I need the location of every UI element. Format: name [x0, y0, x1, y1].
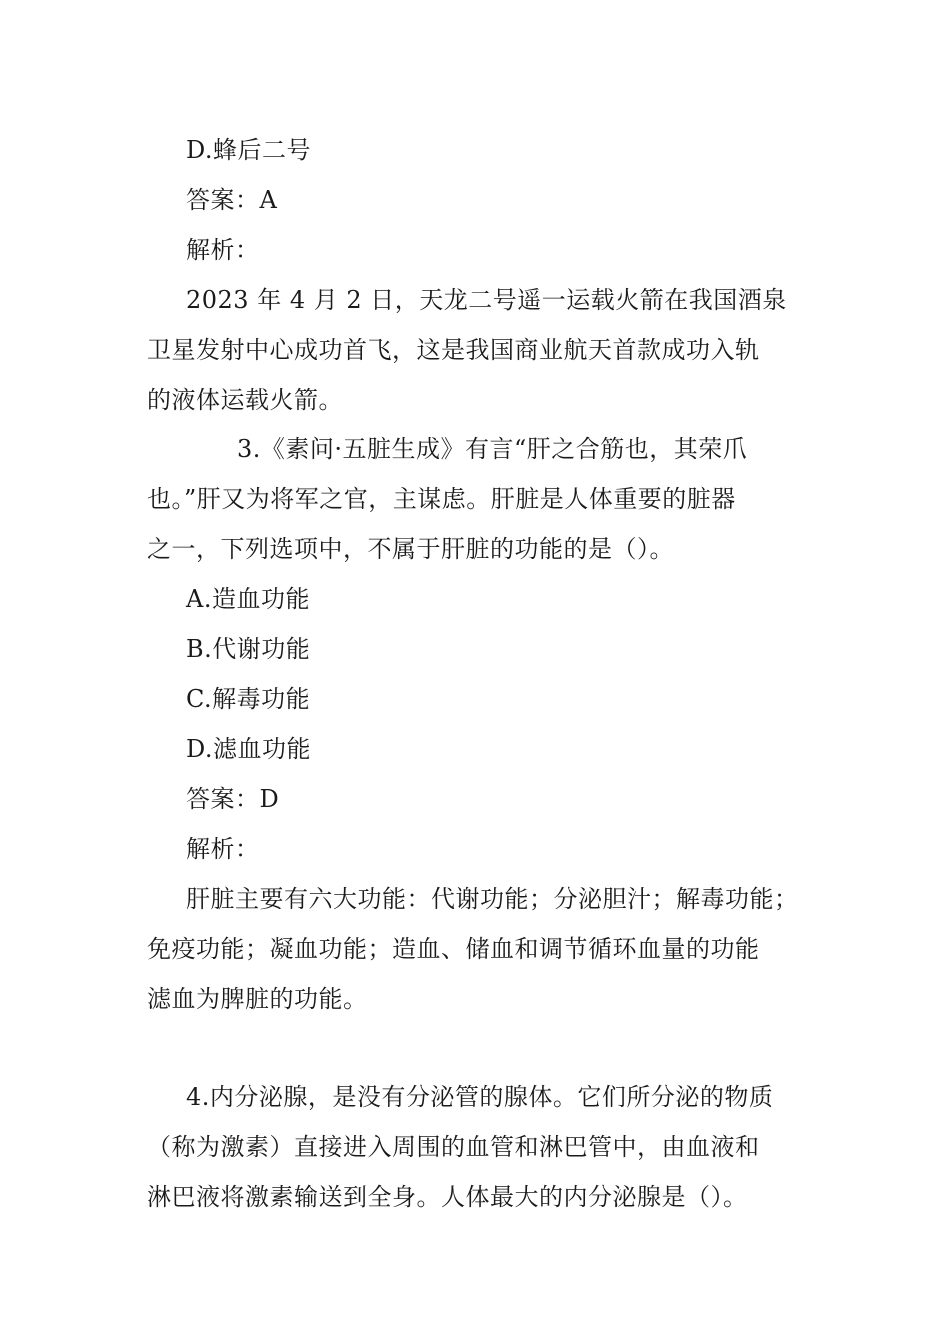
q4-question-line: 4.内分泌腺，是没有分泌管的腺体。它们所分泌的物质: [186, 1083, 774, 1111]
q3-analysis-label: 解析：: [186, 835, 260, 863]
q4-question-line: 淋巴液将激素输送到全身。人体最大的内分泌腺是（）。: [147, 1183, 748, 1211]
q3-question-line: 也。”肝又为将军之官，主谋虑。肝脏是人体重要的脏器: [147, 485, 736, 513]
q3-option-a: A.造血功能: [186, 585, 310, 613]
q4-question-line: （称为激素）直接进入周围的血管和淋巴管中，由血液和: [147, 1133, 760, 1161]
q2-option-d: D.蜂后二号: [186, 136, 312, 164]
q3-analysis-line: 肝脏主要有六大功能：代谢功能；分泌胆汁；解毒功能；: [186, 885, 799, 913]
q3-option-b: B.代谢功能: [186, 635, 311, 663]
q3-answer: 答案：D: [186, 785, 280, 813]
q2-analysis-label: 解析：: [186, 236, 260, 264]
q2-analysis-line: 2023 年 4 月 2 日，天龙二号遥一运载火箭在我国酒泉: [186, 286, 787, 314]
q2-analysis-line: 的液体运载火箭。: [147, 386, 343, 414]
q2-answer: 答案：A: [186, 186, 278, 214]
q3-analysis-line: 免疫功能；凝血功能；造血、储血和调节循环血量的功能: [147, 935, 760, 963]
q3-question-line: 之一，下列选项中，不属于肝脏的功能的是（）。: [147, 535, 674, 563]
q3-option-d: D.滤血功能: [186, 735, 312, 763]
q3-question-line: 3.《素问·五脏生成》有言“肝之合筋也，其荣爪: [237, 435, 748, 463]
q2-analysis-line: 卫星发射中心成功首飞，这是我国商业航天首款成功入轨: [147, 336, 760, 364]
q3-analysis-line: 滤血为脾脏的功能。: [147, 985, 368, 1013]
q3-option-c: C.解毒功能: [186, 685, 311, 713]
